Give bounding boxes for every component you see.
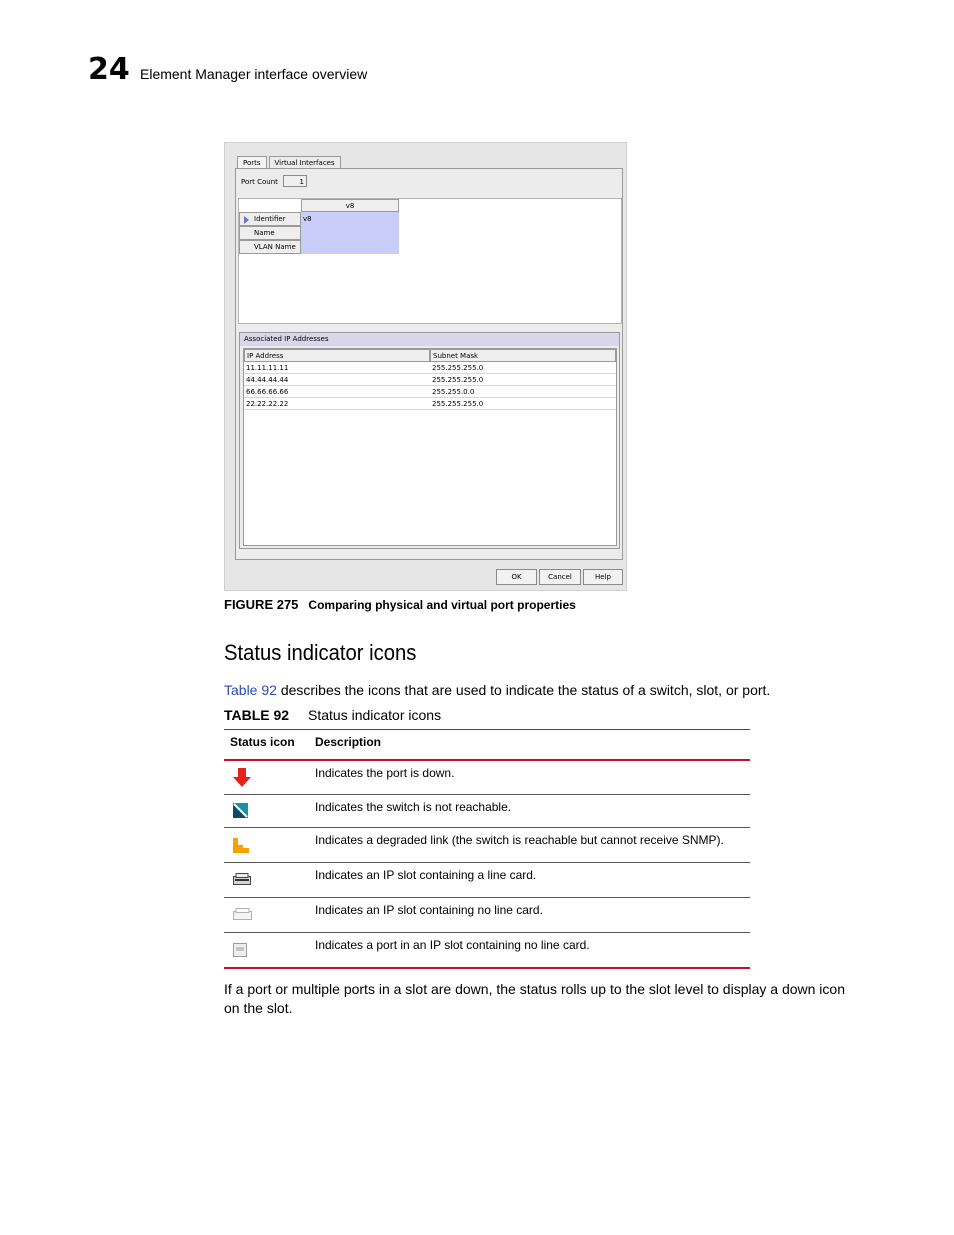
table-link[interactable]: Table 92 — [224, 682, 277, 698]
ip-address-cell: 44.44.44.44 — [246, 376, 289, 384]
table-row[interactable] — [244, 374, 616, 386]
description-header: Description — [315, 735, 382, 749]
figure-label: FIGURE 275 — [224, 597, 299, 612]
table-caption-text: Status indicator icons — [308, 707, 442, 723]
grid-row-header-vlan-name[interactable] — [239, 240, 301, 254]
ip-address-column-header[interactable]: IP Address — [244, 349, 430, 362]
associated-ip-title: Associated IP Addresses — [240, 333, 619, 346]
switch-unreachable-icon — [233, 803, 248, 818]
tab-ports[interactable]: Ports — [237, 156, 267, 170]
row-description: Indicates the port is down. — [315, 766, 455, 780]
grid-row-header-identifier[interactable] — [239, 212, 301, 226]
ip-address-cell: 11.11.11.11 — [246, 364, 289, 372]
grid-cell-name[interactable] — [301, 226, 399, 240]
tab-virtual-interfaces[interactable]: Virtual Interfaces — [269, 156, 341, 169]
row-pointer-icon — [244, 216, 249, 224]
associated-ip-panel — [239, 332, 620, 549]
table-label: TABLE 92 — [224, 707, 290, 723]
subnet-mask-column-header[interactable]: Subnet Mask — [430, 349, 616, 362]
status-icon-header: Status icon — [230, 735, 295, 749]
figure-caption — [224, 597, 576, 612]
row-label: VLAN Name — [254, 243, 296, 251]
subnet-mask-cell: 255.255.255.0 — [432, 364, 484, 372]
port-count-label: Port Count — [241, 178, 278, 186]
ip-address-cell: 22.22.22.22 — [246, 400, 289, 408]
table-row[interactable] — [244, 398, 616, 410]
tab-panel — [235, 168, 623, 560]
closing-paragraph: If a port or multiple ports in a slot are down, the status rolls up to the slot level to display a down icon on the slot. — [224, 981, 845, 1016]
table-row — [224, 828, 750, 863]
table-header — [224, 730, 750, 761]
port-down-arrow-icon — [233, 768, 251, 788]
intro-text: describes the icons that are used to indicate the status of a switch, slot, or port. — [276, 682, 771, 698]
subnet-mask-cell: 255.255.0.0 — [432, 388, 475, 396]
ip-slot-line-card-icon — [233, 873, 251, 885]
port-empty-slot-icon — [233, 943, 247, 957]
table-row — [224, 933, 750, 969]
ip-address-cell: 66.66.66.66 — [246, 388, 289, 396]
figure-caption-text: Comparing physical and virtual port properties — [308, 598, 576, 612]
table-row[interactable] — [244, 362, 616, 374]
table-row — [224, 863, 750, 898]
table-row — [224, 761, 750, 795]
help-button[interactable]: Help — [583, 569, 623, 585]
cancel-button[interactable]: Cancel — [539, 569, 581, 585]
ip-table-header — [244, 349, 616, 362]
properties-grid — [238, 198, 622, 324]
table-row — [224, 795, 750, 828]
table-caption — [224, 707, 441, 723]
row-description: Indicates an IP slot containing no line card. — [315, 903, 543, 917]
grid-column-header: v8 — [301, 199, 399, 212]
row-description: Indicates the switch is not reachable. — [315, 800, 512, 814]
table-row[interactable] — [244, 386, 616, 398]
intro-paragraph — [224, 682, 770, 698]
grid-row-header-name[interactable] — [239, 226, 301, 240]
grid-cell-identifier[interactable]: v8 — [301, 212, 399, 226]
subnet-mask-cell: 255.255.255.0 — [432, 400, 484, 408]
section-title: Status indicator icons — [224, 640, 417, 665]
running-header: Element Manager interface overview — [140, 66, 368, 82]
ip-address-table — [243, 348, 617, 546]
row-description: Indicates a port in an IP slot containing no line card. — [315, 938, 590, 952]
ok-button[interactable]: OK — [496, 569, 537, 585]
grid-cell-vlan-name[interactable] — [301, 240, 399, 254]
row-description: Indicates a degraded link (the switch is reachable but cannot receive SNMP). — [315, 833, 724, 847]
ip-slot-empty-icon — [233, 908, 252, 920]
subnet-mask-cell: 255.255.255.0 — [432, 376, 484, 384]
row-label: Name — [254, 229, 275, 237]
port-properties-dialog — [224, 142, 627, 591]
table-row — [224, 898, 750, 933]
chapter-number: 24 — [88, 52, 130, 87]
row-label: Identifier — [254, 215, 286, 223]
degraded-link-icon — [233, 838, 249, 853]
port-count-field[interactable]: 1 — [283, 175, 307, 187]
row-description: Indicates an IP slot containing a line card. — [315, 868, 537, 882]
status-icons-table — [224, 729, 750, 969]
